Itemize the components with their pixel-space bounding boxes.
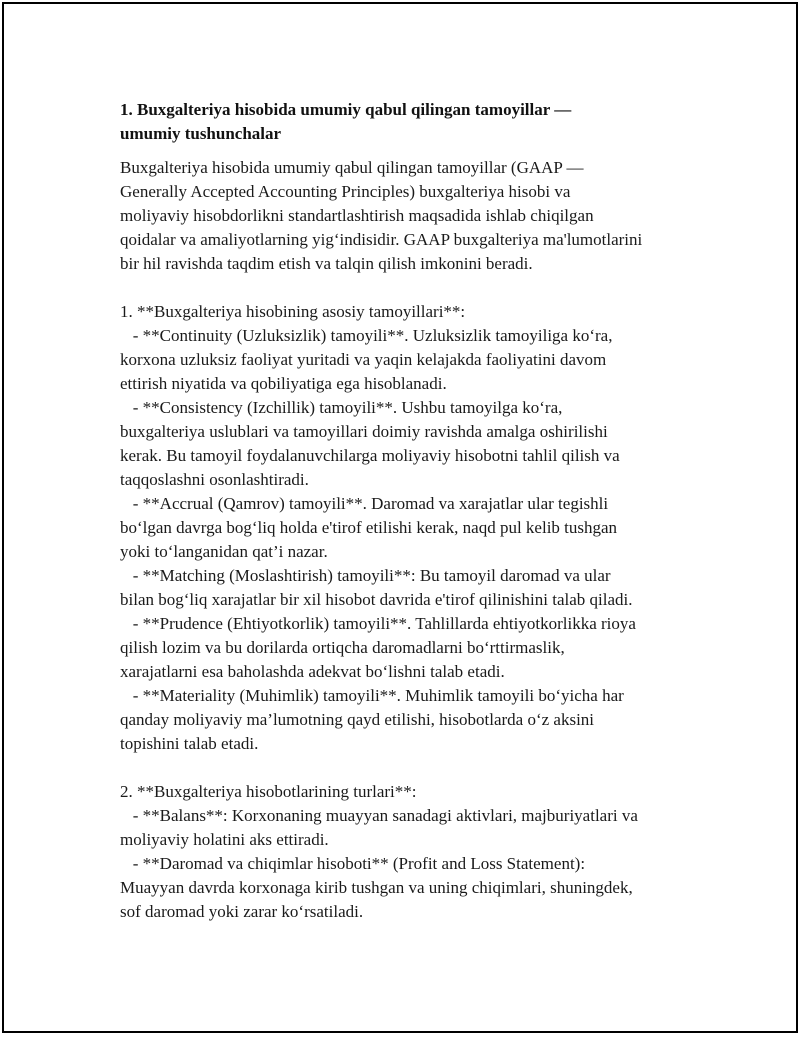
section-1-line: - **Consistency (Izchillik) tamoyili**. Ushbu tamoyilga ko‘ra, [120,398,563,417]
section-1-line: qanday moliyaviy ma’lumotning qayd etilishi, hisobotlarda o‘z aksini [120,710,595,729]
section-1-line: bo‘lgan davrga bog‘liq holda e'tirof etilishi kerak, naqd pul kelib tushgan [120,518,618,537]
section-2-line: sof daromad yoki zarar ko‘rsatiladi. [120,902,364,921]
section-1-line: ettirish niyatida va qobiliyatiga ega hisoblanadi. [120,374,447,393]
document-title [120,98,700,146]
section-1-line: - **Continuity (Uzluksizlik) tamoyili**. Uzluksizlik tamoyiliga ko‘ra, [120,326,613,345]
intro-line: Generally Accepted Accounting Principles) buxgalteriya hisobi va [120,182,571,201]
intro-line: qoidalar va amaliyotlarning yig‘indisidir. GAAP buxgalteriya ma'lumotlarini [120,230,643,249]
intro-line: bir hil ravishda taqdim etish va talqin qilish imkonini beradi. [120,254,533,273]
section-2-line: - **Daromad va chiqimlar hisoboti** (Profit and Loss Statement): [120,854,586,873]
section-1-heading: 1. **Buxgalteriya hisobining asosiy tamoyillari**: [120,302,466,321]
section-1-line: qilish lozim va bu dorilarda ortiqcha daromadlarni bo‘rttirmaslik, [120,638,565,657]
section-2-heading: 2. **Buxgalteriya hisobotlarining turlari**: [120,782,417,801]
section-1-line: topishini talab etadi. [120,734,259,753]
section-1-line: kerak. Bu tamoyil foydalanuvchilarga moliyaviy hisobotni tahlil qilish va [120,446,620,465]
section-accounting-principles [120,300,700,756]
section-2-line: - **Balans**: Korxonaning muayyan sanadagi aktivlari, majburiyatlari va [120,806,638,825]
section-2-line: Muayyan davrda korxonaga kirib tushgan va uning chiqimlari, shuningdek, [120,878,633,897]
section-2-line: moliyaviy holatini aks ettiradi. [120,830,329,849]
intro-paragraph [120,156,700,276]
document-content [120,98,700,924]
section-1-line: - **Accrual (Qamrov) tamoyili**. Daromad va xarajatlar ular tegishli [120,494,609,513]
section-1-line: - **Materiality (Muhimlik) tamoyili**. Muhimlik tamoyili bo‘yicha har [120,686,624,705]
spacer [120,276,700,300]
section-1-line: taqqoslashni osonlashtiradi. [120,470,309,489]
section-1-line: bilan bog‘liq xarajatlar bir xil hisobot davrida e'tirof qilinishini talab qiladi. [120,590,633,609]
section-1-line: yoki to‘langanidan qat’i nazar. [120,542,328,561]
spacer [120,756,700,780]
section-1-line: - **Prudence (Ehtiyotkorlik) tamoyili**. Tahlillarda ehtiyotkorlikka rioya [120,614,636,633]
intro-line: Buxgalteriya hisobida umumiy qabul qilingan tamoyillar (GAAP — [120,158,584,177]
section-1-line: - **Matching (Moslashtirish) tamoyili**: Bu tamoyil daromad va ular [120,566,611,585]
section-report-types [120,780,700,924]
section-1-line: xarajatlarni esa baholashda adekvat bo‘lishni talab etadi. [120,662,505,681]
section-1-line: buxgalteriya uslublari va tamoyillari doimiy ravishda amalga oshirilishi [120,422,608,441]
title-line: umumiy tushunchalar [120,124,282,143]
section-1-line: korxona uzluksiz faoliyat yuritadi va yaqin kelajakda faoliyatini davom [120,350,607,369]
intro-line: moliyaviy hisobdorlikni standartlashtirish maqsadida ishlab chiqilgan [120,206,594,225]
document-page [2,2,798,1033]
title-line: 1. Buxgalteriya hisobida umumiy qabul qilingan tamoyillar — [120,100,572,119]
